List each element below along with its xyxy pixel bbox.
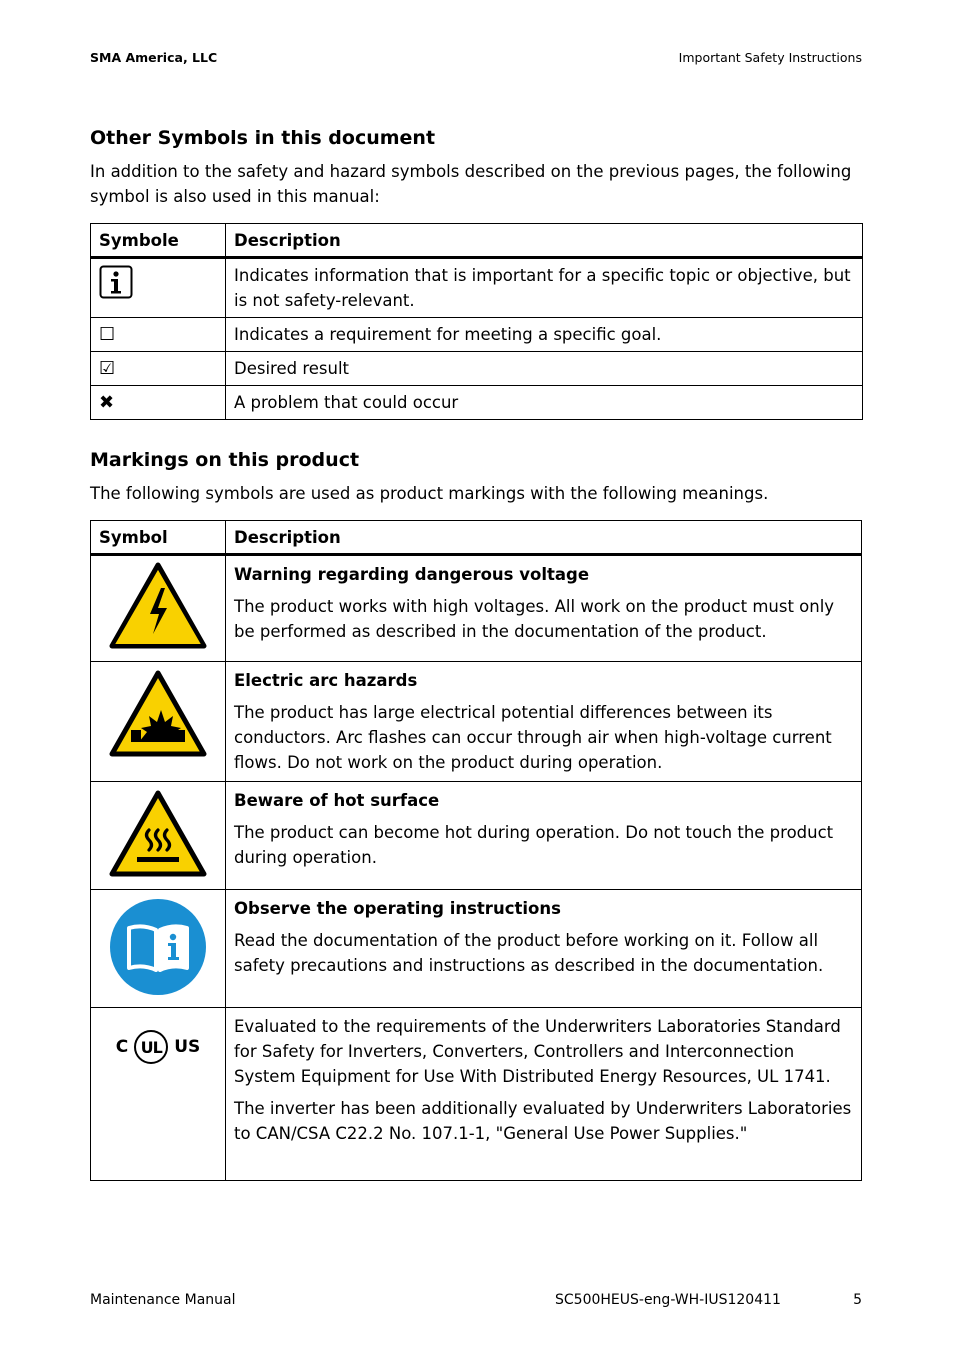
- table-row: [91, 258, 863, 318]
- description-cell: [226, 555, 862, 662]
- column-header-symbol: Symbole: [91, 224, 226, 258]
- section-title-other-symbols: Other Symbols in this document: [90, 127, 436, 149]
- row-text: The inverter has been additionally evaluated by Underwriters Laboratories to CAN/CSA C22.2 No. 107.1-1, "General Use Power Supplies.": [234, 1099, 852, 1143]
- checkbox-checked-icon: ☑: [99, 358, 116, 379]
- symbol-cell: [91, 258, 226, 318]
- symbol-cell: [91, 352, 226, 386]
- footer-doc-id: SC500HEUS-eng-WH-IUS120411: [555, 1292, 781, 1308]
- other-symbols-table: [90, 223, 863, 420]
- row-text: The product works with high voltages. All work on the product must only be performed as described in the documentation of the product.: [234, 597, 835, 641]
- electric-arc-warning-icon: [109, 743, 207, 762]
- description-cell: [226, 890, 862, 1008]
- row-title: Observe the operating instructions: [234, 899, 561, 918]
- cross-icon: ✖: [99, 392, 115, 413]
- symbol-cell: [91, 555, 226, 662]
- cul-us-mark-icon: [116, 1030, 201, 1064]
- symbol-cell: [91, 386, 226, 420]
- row-title: Electric arc hazards: [234, 671, 418, 690]
- header-company: SMA America, LLC: [90, 50, 218, 65]
- section-intro-markings: The following symbols are used as product markings with the following meanings.: [90, 484, 769, 503]
- table-row: [91, 386, 863, 420]
- section-title-markings: Markings on this product: [90, 449, 360, 471]
- ul-circle-logo: [134, 1030, 168, 1064]
- symbol-cell: [91, 782, 226, 890]
- column-header-symbol: Symbol: [91, 521, 226, 555]
- row-text: Read the documentation of the product before working on it. Follow all safety precautions and instructions as described in the documentation.: [234, 931, 824, 975]
- row-text: The product has large electrical potential differences between its conductors. Arc flashes can occur through air when high-voltage current flows. Do not work on the product during operation.: [234, 703, 832, 772]
- table-row: [91, 890, 862, 1008]
- hot-surface-warning-icon: [109, 863, 207, 882]
- cul-us-label: US: [174, 1036, 201, 1057]
- info-box-icon: [99, 265, 133, 306]
- description-cell: [226, 662, 862, 782]
- symbol-cell: [91, 662, 226, 782]
- table-row: [91, 352, 863, 386]
- column-header-description: Description: [226, 521, 862, 555]
- symbol-cell: [91, 318, 226, 352]
- table-row: [91, 782, 862, 890]
- operating-instructions-icon: [109, 981, 207, 1000]
- high-voltage-warning-icon: [109, 635, 207, 654]
- table-row: [91, 662, 862, 782]
- symbol-cell: [91, 890, 226, 1008]
- description-cell: Indicates a requirement for meeting a specific goal.: [226, 318, 863, 352]
- footer-manual-title: Maintenance Manual: [90, 1292, 236, 1308]
- row-title: Beware of hot surface: [234, 791, 440, 810]
- description-cell: Indicates information that is important for a specific topic or objective, but is not safety-relevant.: [226, 258, 863, 318]
- table-row: [91, 555, 862, 662]
- footer-page-number: 5: [853, 1292, 862, 1308]
- description-cell: A problem that could occur: [226, 386, 863, 420]
- column-header-description: Description: [226, 224, 863, 258]
- row-text: Evaluated to the requirements of the Underwriters Laboratories Standard for Safety for Inverters, Converters, Controllers and Interconnection System Equipment for Use With Distributed Energy Resources, UL 1741.: [234, 1017, 841, 1086]
- section-intro-other-symbols: In addition to the safety and hazard symbols described on the previous pages, the following symbol is also used in this manual:: [90, 162, 852, 206]
- checkbox-empty-icon: ☐: [99, 324, 116, 345]
- header-section: Important Safety Instructions: [678, 50, 862, 65]
- description-cell: Desired result: [226, 352, 863, 386]
- row-title: Warning regarding dangerous voltage: [234, 565, 590, 584]
- ul-logo-text: UL: [140, 1037, 162, 1057]
- cul-c-label: C: [115, 1036, 129, 1057]
- symbol-cell: [91, 1008, 226, 1181]
- product-markings-table: [90, 520, 862, 1181]
- table-row: [91, 1008, 862, 1181]
- description-cell: [226, 1008, 862, 1181]
- table-row: [91, 318, 863, 352]
- description-cell: [226, 782, 862, 890]
- row-text: The product can become hot during operation. Do not touch the product during operation.: [234, 823, 834, 867]
